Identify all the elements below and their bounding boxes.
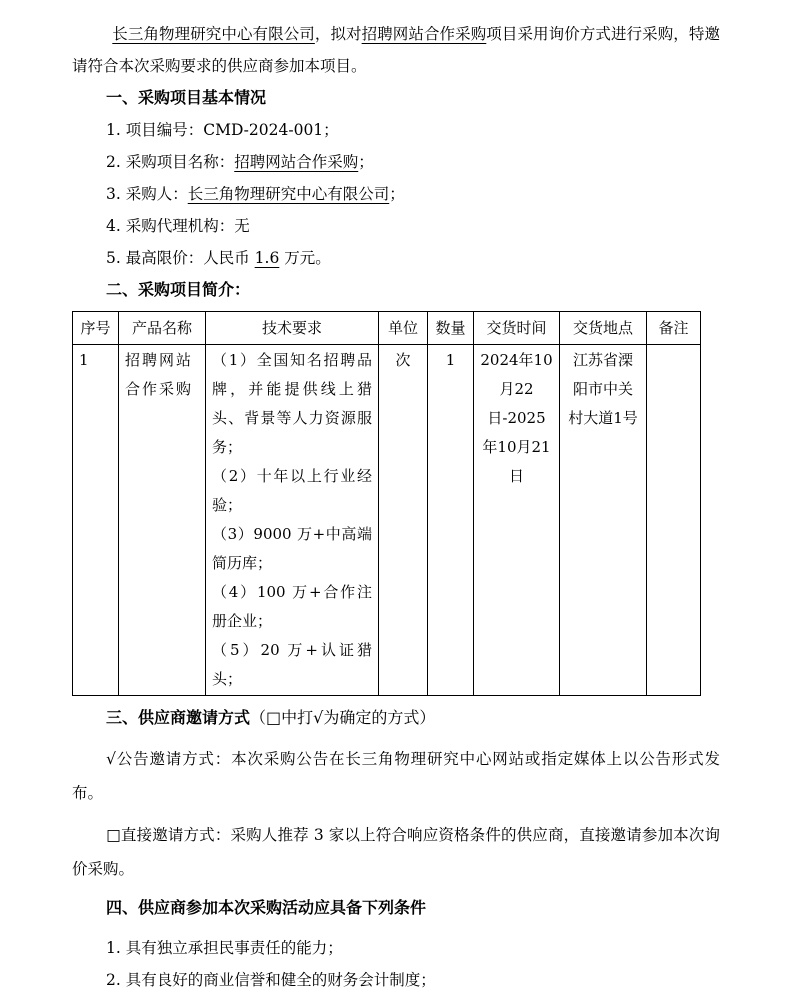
procurement-table <box>72 311 701 696</box>
header-seq: 序号 <box>73 312 119 345</box>
item-price-limit <box>72 242 720 274</box>
table-row <box>73 345 701 696</box>
item-punct: ； <box>389 185 405 203</box>
cell-unit: 次 <box>379 345 428 696</box>
tech-requirement: （2）十年以上行业经验； <box>212 467 372 514</box>
tech-requirement: （1）全国知名招聘品牌，并能提供线上猎头、背景等人力资源服务； <box>212 351 372 456</box>
condition-item-2: 2. 具有良好的商业信誉和健全的财务会计制度； <box>106 971 436 989</box>
condition-item-1: 1. 具有独立承担民事责任的能力； <box>106 939 343 957</box>
project-name-underlined: 招聘网站合作采购 <box>361 25 487 43</box>
header-delivery-place: 交货地点 <box>560 312 647 345</box>
section3-heading-note: （□中打√为确定的方式） <box>250 708 436 727</box>
header-product: 产品名称 <box>119 312 206 345</box>
announcement-invitation-paragraph: √公告邀请方式：本次采购公告在长三角物理研究中心网站或指定媒体上以公告形式发布。 <box>72 750 720 802</box>
item-label: 2. 采购项目名称： <box>106 153 235 171</box>
cell-qty: 1 <box>428 345 474 696</box>
intro-paragraph <box>72 18 720 82</box>
cell-product: 招聘网站合作采购 <box>119 345 206 696</box>
section2-heading: 二、采购项目简介： <box>106 280 251 299</box>
cell-delivery-place: 江苏省溧阳市中关村大道1号 <box>560 345 647 696</box>
intro-text: ，拟对 <box>314 25 362 43</box>
header-tech: 技术要求 <box>206 312 379 345</box>
item-value-underlined: 长三角物理研究中心有限公司 <box>187 185 390 203</box>
header-delivery-time: 交货时间 <box>474 312 560 345</box>
item-punct: ； <box>358 153 374 171</box>
section3-heading-bold: 三、供应商邀请方式 <box>106 708 251 727</box>
intro-text-rest: 项目采用询价方式进行采购，特邀请符合本次采购要求的供应商参加本项目。 <box>72 25 720 75</box>
item-label: 3. 采购人： <box>106 185 188 203</box>
table-header-row <box>73 312 701 345</box>
header-remark: 备注 <box>647 312 701 345</box>
direct-invitation-paragraph: □直接邀请方式：采购人推荐 3 家以上符合响应资格条件的供应商，直接邀请参加本次询价采购。 <box>72 826 720 878</box>
section3-heading <box>72 702 720 734</box>
item-value-underlined: 招聘网站合作采购 <box>234 153 359 171</box>
item-agency: 4. 采购代理机构：无 <box>106 217 250 235</box>
item-project-number: 1. 项目编号：CMD-2024-001； <box>106 121 339 139</box>
item-value-underlined: 1.6 <box>254 249 280 267</box>
item-punct: 万元。 <box>279 249 331 267</box>
item-project-name <box>72 146 720 178</box>
header-qty: 数量 <box>428 312 474 345</box>
tech-requirement: （4）100 万+合作注册企业； <box>212 583 372 630</box>
item-purchaser <box>72 178 720 210</box>
cell-seq: 1 <box>73 345 119 696</box>
buyer-name-underlined: 长三角物理研究中心有限公司 <box>112 25 315 43</box>
cell-delivery-time: 2024年10月22日-2025年10月21日 <box>474 345 560 696</box>
cell-tech <box>206 345 379 696</box>
section1-heading: 一、采购项目基本情况 <box>106 88 267 107</box>
item-label: 5. 最高限价：人民币 <box>106 249 255 267</box>
header-unit: 单位 <box>379 312 428 345</box>
section4-heading: 四、供应商参加本次采购活动应具备下列条件 <box>106 898 427 917</box>
cell-remark <box>647 345 701 696</box>
tech-requirement: （3）9000 万+中高端简历库； <box>212 525 372 572</box>
tech-requirement: （5）20 万+认证猎头； <box>212 641 372 688</box>
